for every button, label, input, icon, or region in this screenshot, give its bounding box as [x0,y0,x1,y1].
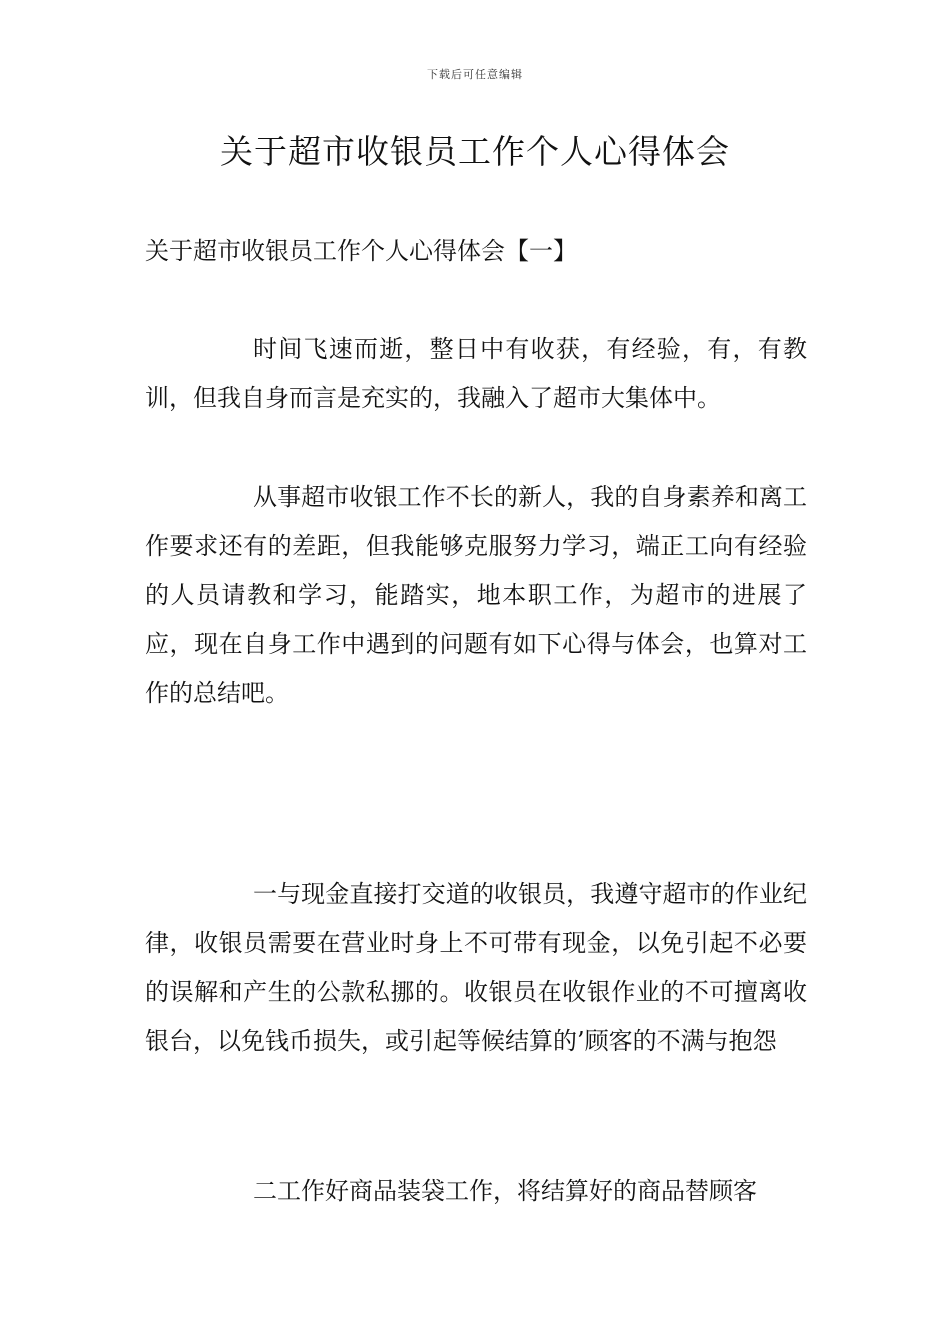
paragraph-4: 二工作好商品装袋工作，将结算好的商品替顾客 [253,1177,757,1205]
document-title: 关于超市收银员工作个人心得体会 [220,132,730,171]
header-note: 下载后可任意编辑 [427,68,523,81]
paragraph-1: 时间飞速而逝，整日中有收获，有经验，有，有教训，但我自身而言是充实的，我融入了超市大集体中。 [145,335,807,412]
paragraph-2: 从事超市收银工作不长的新人，我的自身素养和离工作要求还有的差距，但我能够克服努力学习，端正工向有经验的人员请教和学习，能踏实，地本职工作，为超市的进展了应，现在自身工作中遇到的问题有如下心得与体会，也算对工作的总结吧。 [145,483,807,707]
paragraph-3: 一与现金直接打交道的收银员，我遵守超市的作业纪律，收银员需要在营业时身上不可带有现金，以免引起不必要的误解和产生的公款私挪的。收银员在收银作业的不可擅离收银台，以免钱币损失，或引起等候结算的’顾客的不满与抱怨 [145,880,807,1055]
section-heading: 关于超市收银员工作个人心得体会【一】 [145,237,577,265]
